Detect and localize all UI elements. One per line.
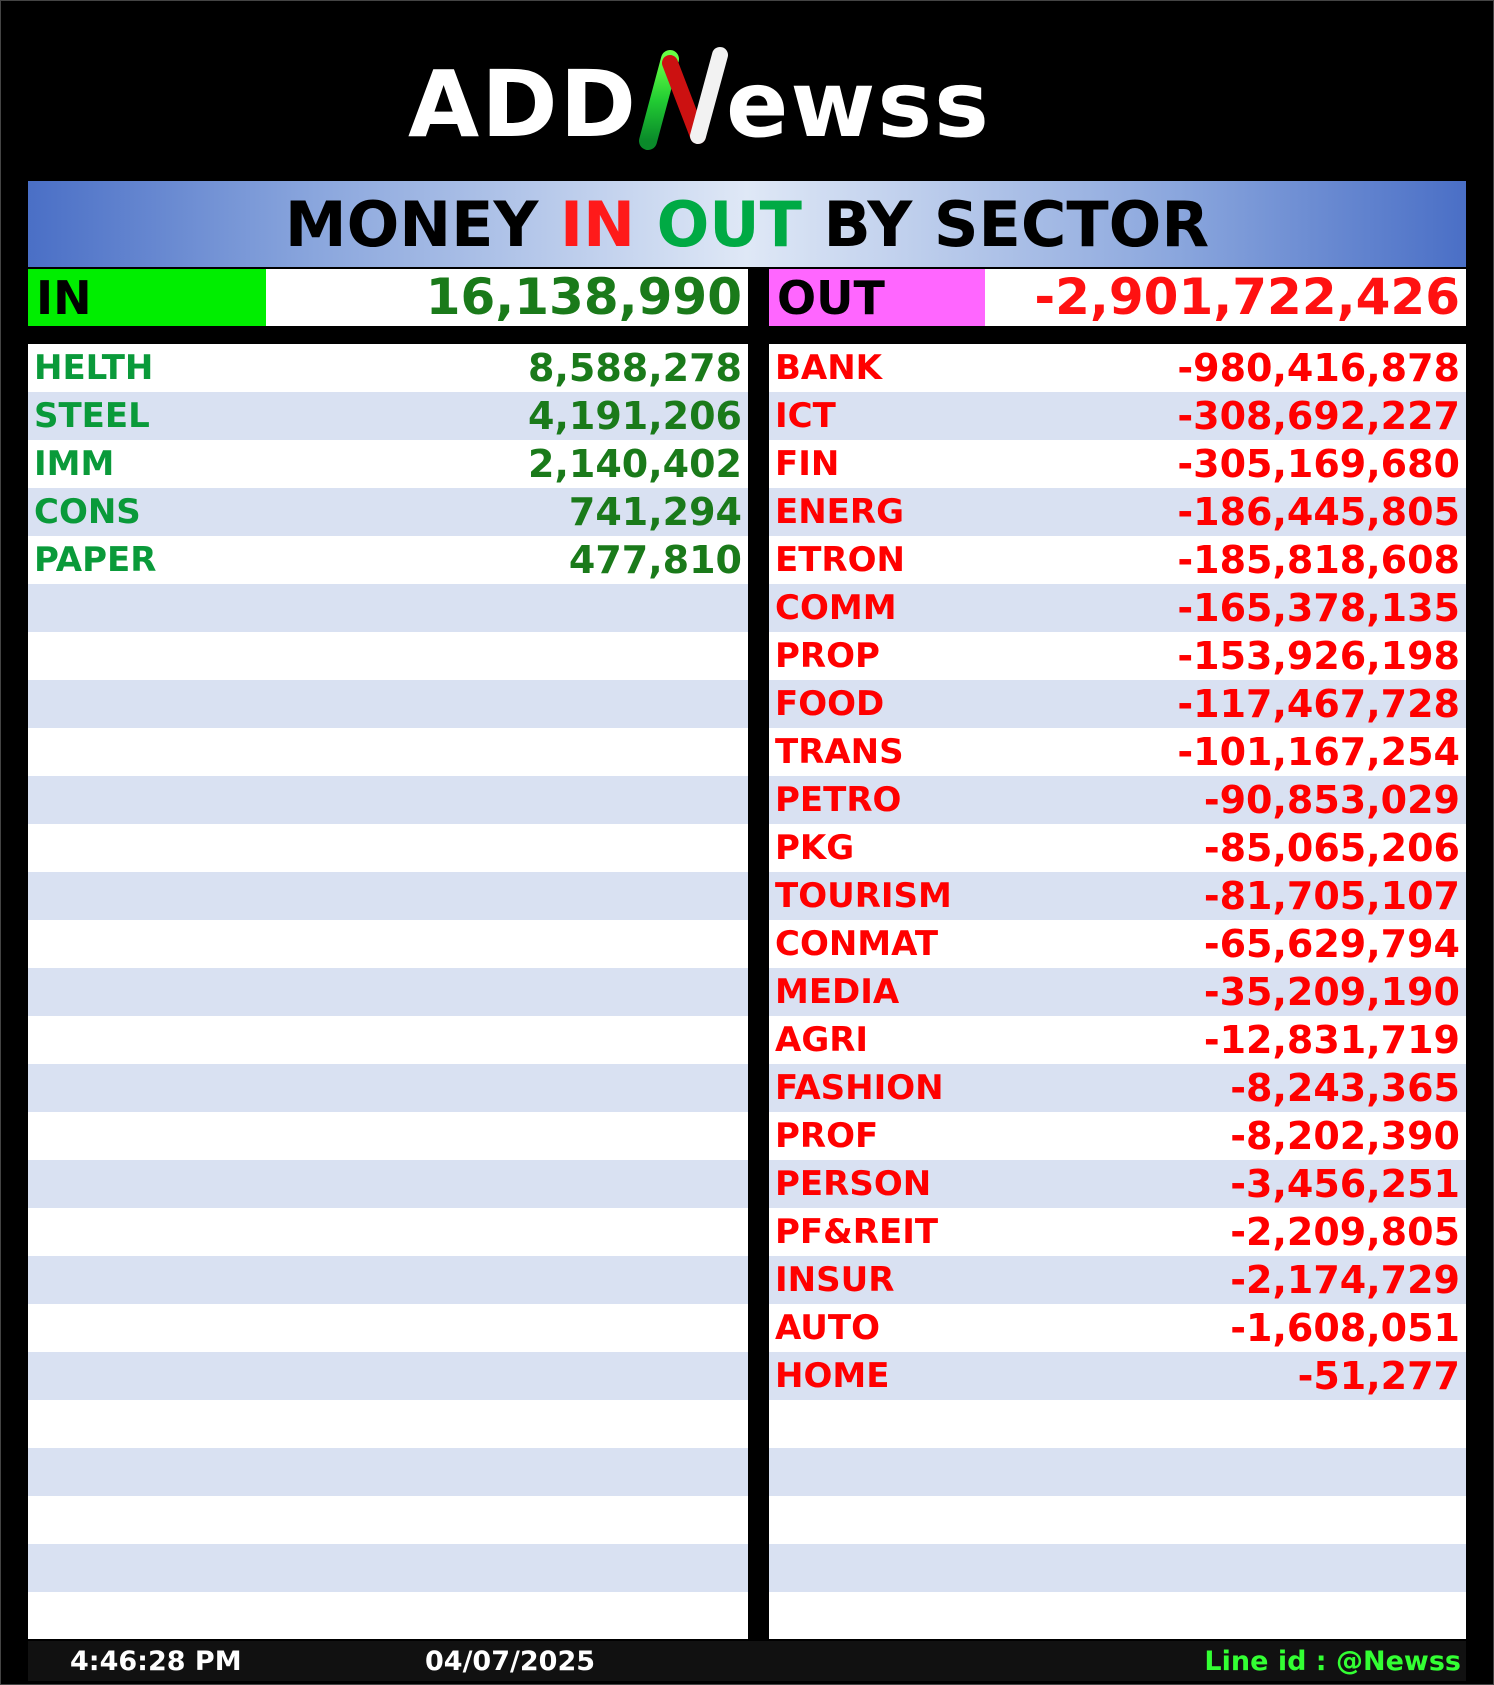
table-row [769,680,1466,728]
sector-value: -65,629,794 [1203,922,1460,966]
sector-name: IMM [34,444,115,484]
money-in-summary [28,269,748,326]
logo-graphic [408,41,1088,161]
sector-value: -117,467,728 [1177,682,1460,726]
sector-name: PROF [775,1116,879,1156]
sector-value: -8,243,365 [1230,1066,1460,1110]
sector-value: -101,167,254 [1177,730,1460,774]
table-row [769,488,1466,536]
table-row [769,776,1466,824]
money-out-summary [769,269,1466,326]
title-by-sector: BY SECTOR [823,187,1210,261]
svg-text:ewss: ewss [726,51,991,158]
footer-line-id: Line id : @Newss [1204,1646,1461,1677]
empty-row [28,1544,748,1592]
sector-name: PROP [775,636,880,676]
table-row [769,872,1466,920]
sector-name: PETRO [775,780,902,820]
table-row [28,440,748,488]
table-row [28,536,748,584]
sector-value: -81,705,107 [1203,874,1460,918]
table-row [769,1208,1466,1256]
empty-row [28,680,748,728]
table-row [769,392,1466,440]
table-row [769,584,1466,632]
sector-value: -51,277 [1297,1354,1460,1398]
sector-value: -1,608,051 [1230,1306,1460,1350]
table-row [769,1160,1466,1208]
empty-row [769,1544,1466,1592]
sector-value: -308,692,227 [1177,394,1460,438]
empty-row [28,1352,748,1400]
empty-row [769,1592,1466,1640]
footer-time: 4:46:28 PM [70,1646,242,1677]
title-bar [28,181,1466,267]
sector-value: -8,202,390 [1230,1114,1460,1158]
empty-row [28,728,748,776]
empty-row [28,1592,748,1640]
table-row [769,968,1466,1016]
empty-row [28,824,748,872]
table-row [769,344,1466,392]
empty-row [28,1160,748,1208]
sector-value: -186,445,805 [1177,490,1460,534]
sector-value: 741,294 [568,490,742,534]
table-row [769,1016,1466,1064]
table-row [28,392,748,440]
svg-text:ADD: ADD [408,51,638,158]
sector-name: FOOD [775,684,885,724]
sector-name: PF&REIT [775,1212,939,1252]
sector-value: 4,191,206 [528,394,742,438]
sector-name: AGRI [775,1020,869,1060]
footer-bar [28,1641,1466,1681]
sector-value: 8,588,278 [528,346,742,390]
table-row [28,344,748,392]
sector-value: -35,209,190 [1203,970,1460,1014]
in-label: IN [28,269,266,326]
sector-name: ETRON [775,540,905,580]
empty-row [769,1448,1466,1496]
sector-name: HOME [775,1356,890,1396]
empty-row [28,776,748,824]
sector-value: 477,810 [568,538,742,582]
sector-value: -2,174,729 [1230,1258,1460,1302]
table-row [769,1256,1466,1304]
sector-name: FIN [775,444,840,484]
sector-name: HELTH [34,348,154,388]
table-row [769,1112,1466,1160]
empty-row [28,584,748,632]
sector-name: AUTO [775,1308,880,1348]
sector-value: -2,209,805 [1230,1210,1460,1254]
sector-value: -153,926,198 [1177,634,1460,678]
sector-name: ICT [775,396,836,436]
sector-value: -85,065,206 [1203,826,1460,870]
sector-name: COMM [775,588,897,628]
sector-value: -980,416,878 [1177,346,1460,390]
empty-row [28,872,748,920]
title-money: MONEY [284,187,539,261]
empty-row [28,632,748,680]
sector-name: INSUR [775,1260,895,1300]
sector-name: CONS [34,492,141,532]
sector-name: ENERG [775,492,904,532]
empty-row [769,1496,1466,1544]
n-mark [648,55,720,141]
sector-name: TRANS [775,732,904,772]
empty-row [28,1448,748,1496]
sector-value: 2,140,402 [528,442,742,486]
sector-name: CONMAT [775,924,939,964]
sector-name: PKG [775,828,855,868]
empty-row [28,1256,748,1304]
table-row [769,632,1466,680]
sector-name: BANK [775,348,883,388]
table-row [769,1304,1466,1352]
page-title [285,188,1209,261]
money-in-table [28,344,748,1639]
title-in: IN [560,187,635,261]
empty-row [28,968,748,1016]
sector-value: -12,831,719 [1203,1018,1460,1062]
table-row [769,536,1466,584]
sector-name: TOURISM [775,876,952,916]
empty-row [28,1016,748,1064]
sector-name: PERSON [775,1164,932,1204]
table-row [769,440,1466,488]
sector-name: MEDIA [775,972,900,1012]
out-label: OUT [769,269,985,326]
sector-name: FASHION [775,1068,944,1108]
empty-row [28,1208,748,1256]
out-total: -2,901,722,426 [1034,268,1460,326]
empty-row [28,920,748,968]
table-row [769,728,1466,776]
table-row [769,824,1466,872]
brand-logo [1,41,1494,171]
empty-row [28,1064,748,1112]
empty-row [28,1400,748,1448]
table-row [769,1064,1466,1112]
table-row [769,920,1466,968]
sector-value: -3,456,251 [1230,1162,1460,1206]
sector-name: STEEL [34,396,150,436]
sector-value: -185,818,608 [1177,538,1460,582]
empty-row [28,1496,748,1544]
sector-name: PAPER [34,540,157,580]
empty-row [28,1304,748,1352]
sector-value: -305,169,680 [1177,442,1460,486]
table-row [28,488,748,536]
sector-value: -165,378,135 [1177,586,1460,630]
empty-row [28,1112,748,1160]
table-row [769,1352,1466,1400]
footer-date: 04/07/2025 [425,1646,596,1677]
in-total: 16,138,990 [425,268,742,326]
empty-row [769,1400,1466,1448]
sector-value: -90,853,029 [1203,778,1460,822]
title-out: OUT [656,187,802,261]
money-out-table [769,344,1466,1639]
